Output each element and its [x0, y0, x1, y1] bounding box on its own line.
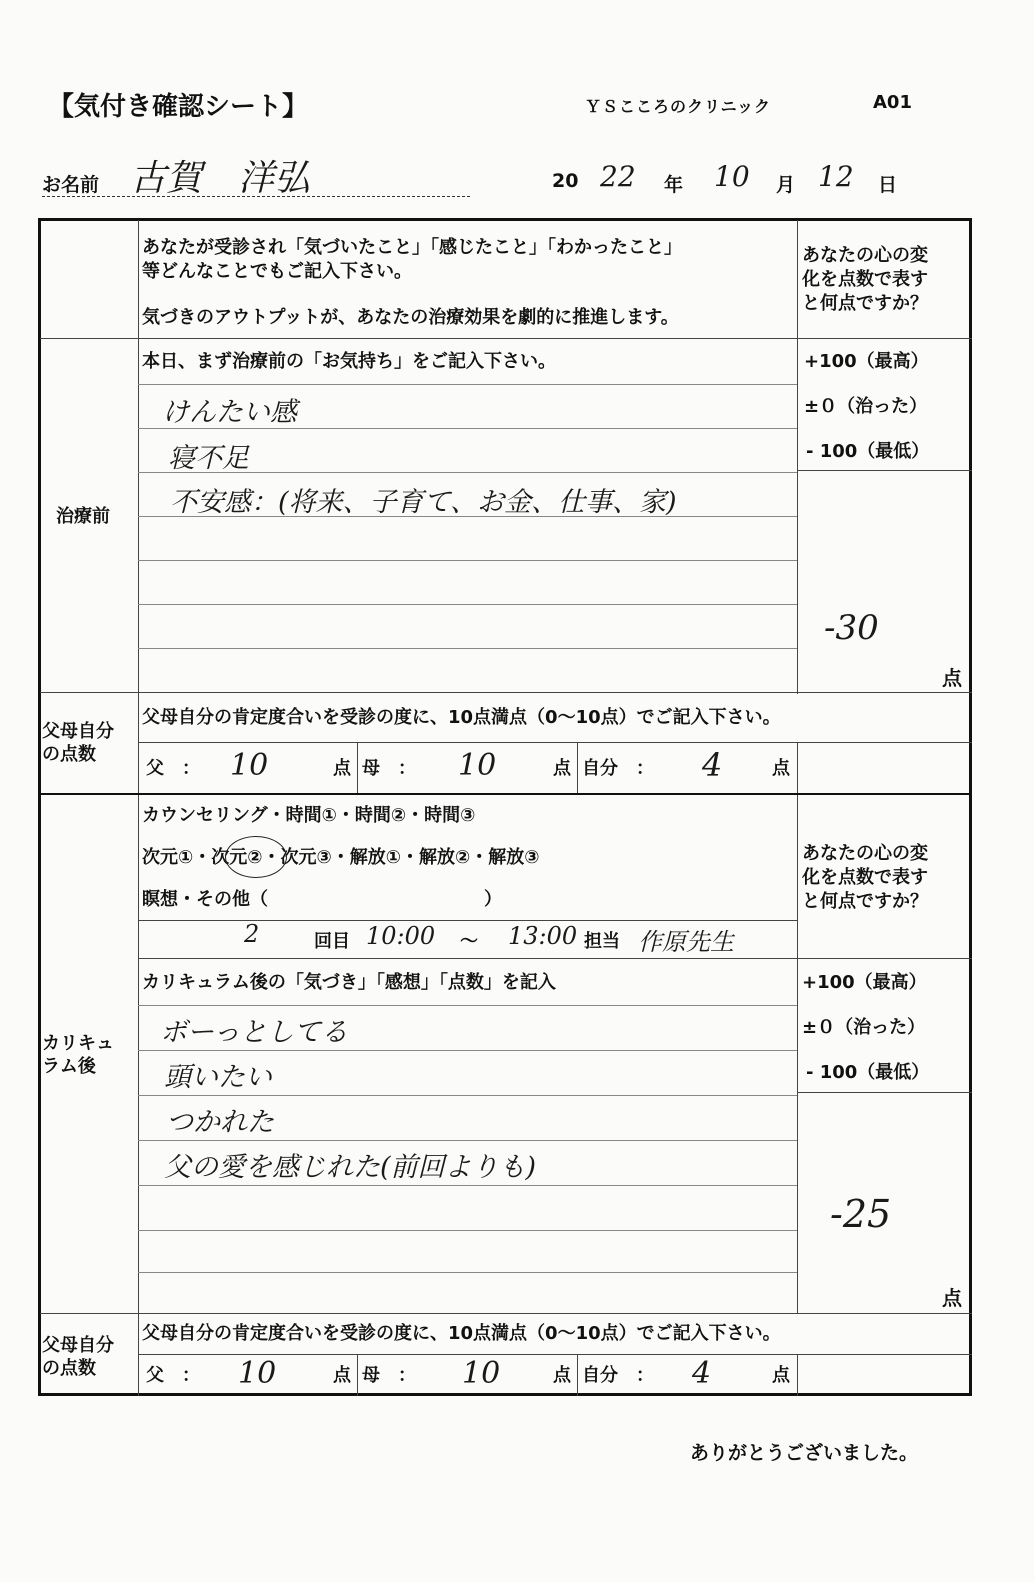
parents2-label-2: の点数 [42, 1358, 96, 1379]
scale-min-2: - 100（最低） [806, 1062, 930, 1083]
after-score-unit: 点 [942, 1286, 962, 1310]
row-line-before [40, 692, 972, 693]
parents1-label-2: の点数 [42, 744, 96, 765]
scale-max-2: +100（最高） [802, 972, 927, 993]
writing-line [138, 1005, 797, 1006]
name-label: お名前 [42, 174, 100, 196]
scale-line-2 [797, 1092, 972, 1093]
session-label: 回目 [314, 931, 350, 952]
intro-line-3: 気づきのアウトプットが、あなたの治療効果を劇的に推進します。 [142, 307, 679, 328]
date-year: 22 [600, 160, 636, 193]
score-question-2-1: あなたの心の変 [802, 843, 928, 864]
scale-max: +100（最高） [804, 351, 929, 372]
parents2-self-unit: 点 [772, 1365, 790, 1386]
curriculum-instruction: カリキュラム後の「気づき」「感想」「点数」を記入 [142, 972, 556, 993]
parents1-label-1: 父母自分 [42, 721, 114, 742]
writing-line [138, 1272, 797, 1273]
curriculum-options-2: 次元①・次元②・次元③・解放①・解放②・解放③ [142, 847, 540, 868]
divider-left [138, 220, 139, 1396]
before-entry-1: けんたい感 [162, 397, 297, 428]
session-time-end: 13:00 [508, 922, 578, 950]
writing-line [138, 1140, 797, 1141]
parents2-mother-label: 母 ： [362, 1365, 416, 1386]
writing-line [138, 1050, 797, 1051]
thanks-message: ありがとうございました。 [690, 1442, 919, 1464]
date-year-label: 年 [664, 174, 684, 196]
row-line-after [40, 1313, 972, 1314]
writing-line [138, 1095, 797, 1096]
before-section-label: 治療前 [56, 506, 110, 527]
score-question-3: と何点ですか？ [802, 293, 928, 314]
date-day-label: 日 [878, 174, 898, 196]
selected-option-circle [225, 836, 287, 878]
intro-line-2: 等どんなことでもご記入下さい。 [142, 261, 412, 282]
divider-right-p1 [797, 742, 798, 794]
before-instruction: 本日、まず治療前の「お気持ち」をご記入下さい。 [142, 351, 556, 372]
row-line-intro [40, 338, 972, 339]
staff-name: 作原先生 [638, 928, 734, 956]
after-score: -25 [830, 1192, 892, 1236]
before-entry-3: 不安感：(将来、子育て、お金、仕事、家) [170, 487, 677, 518]
after-entry-2: 頭いたい [164, 1062, 272, 1093]
row-line-p2 [138, 1354, 972, 1355]
score-question-2-2: 化を点数で表す [802, 867, 928, 888]
score-question-2-3: と何点ですか？ [802, 891, 928, 912]
parents2-self-label: 自分 ： [582, 1365, 654, 1386]
curriculum-label-1: カリキュ [42, 1033, 114, 1054]
parents1-self-value: 4 [702, 746, 723, 784]
session-time-sep: ～ [460, 931, 478, 952]
parents2-father-unit: 点 [333, 1365, 351, 1386]
date-month: 10 [714, 160, 750, 193]
date-prefix: 20 [552, 170, 579, 192]
row-line-session [138, 958, 972, 959]
divider-p1-a [357, 742, 358, 794]
scale-min: - 100（最低） [806, 441, 930, 462]
curriculum-label-2: ラム後 [42, 1056, 96, 1077]
session-time-start: 10:00 [366, 922, 436, 950]
parents2-father-value: 10 [238, 1356, 277, 1391]
scale-zero-2: ±０（治った） [802, 1017, 926, 1038]
date-month-label: 月 [776, 174, 796, 196]
parents2-label-1: 父母自分 [42, 1335, 114, 1356]
parents2-self-value: 4 [692, 1356, 712, 1391]
before-entry-2: 寝不足 [168, 443, 249, 474]
parents1-self-unit: 点 [772, 758, 790, 779]
scale-line-1 [797, 470, 972, 471]
divider-right-top [797, 220, 798, 694]
name-value: 古賀 洋弘 [130, 158, 311, 199]
sheet-title: 【気付き確認シート】 [48, 92, 309, 122]
writing-line [138, 560, 797, 561]
row-line-options [138, 920, 797, 921]
parents1-instruction: 父母自分の肯定度合いを受診の度に、10点満点（0～10点）でご記入下さい。 [142, 707, 781, 728]
form-code: A01 [873, 92, 912, 113]
parents2-mother-value: 10 [462, 1356, 501, 1391]
after-entry-3: つかれた [166, 1107, 274, 1138]
parents1-mother-label: 母 ： [362, 758, 416, 779]
date-day: 12 [818, 160, 854, 193]
row-line-p1 [138, 742, 972, 743]
parents2-father-label: 父 ： [146, 1365, 200, 1386]
divider-p2-b [577, 1354, 578, 1396]
writing-line [138, 384, 797, 385]
curriculum-options-3: 瞑想・その他（ ） [142, 889, 502, 910]
parents1-mother-unit: 点 [553, 758, 571, 779]
divider-right-p2 [797, 1354, 798, 1396]
parents2-mother-unit: 点 [553, 1365, 571, 1386]
after-entry-4: 父の愛を感じれた(前回よりも) [164, 1152, 537, 1183]
parents1-father-unit: 点 [333, 758, 351, 779]
writing-line [138, 604, 797, 605]
divider-right-bottom [797, 794, 798, 1314]
scale-zero: ±０（治った） [804, 396, 928, 417]
before-score: -30 [824, 608, 879, 648]
score-question-2: 化を点数で表す [802, 269, 928, 290]
parents2-instruction: 父母自分の肯定度合いを受診の度に、10点満点（0～10点）でご記入下さい。 [142, 1323, 781, 1344]
row-line-after-p1 [40, 793, 972, 795]
parents1-self-label: 自分 ： [582, 758, 654, 779]
parents1-father-label: 父 ： [146, 758, 200, 779]
divider-p1-b [577, 742, 578, 794]
staff-label: 担当 [584, 931, 620, 952]
parents1-mother-value: 10 [458, 748, 497, 783]
clinic-name: ＹＳこころのクリニック [585, 97, 772, 116]
writing-line [138, 1230, 797, 1231]
after-entry-1: ボーっとしてる [160, 1017, 348, 1048]
intro-line-1: あなたが受診され「気づいたこと」「感じたこと」「わかったこと」 [142, 237, 682, 258]
session-number: 2 [244, 920, 260, 948]
curriculum-options-1: カウンセリング・時間①・時間②・時間③ [142, 805, 476, 826]
before-score-unit: 点 [942, 666, 962, 690]
writing-line [138, 648, 797, 649]
writing-line [138, 1185, 797, 1186]
score-question-1: あなたの心の変 [802, 245, 928, 266]
divider-p2-a [357, 1354, 358, 1396]
parents1-father-value: 10 [230, 748, 269, 783]
name-underline [42, 196, 470, 197]
